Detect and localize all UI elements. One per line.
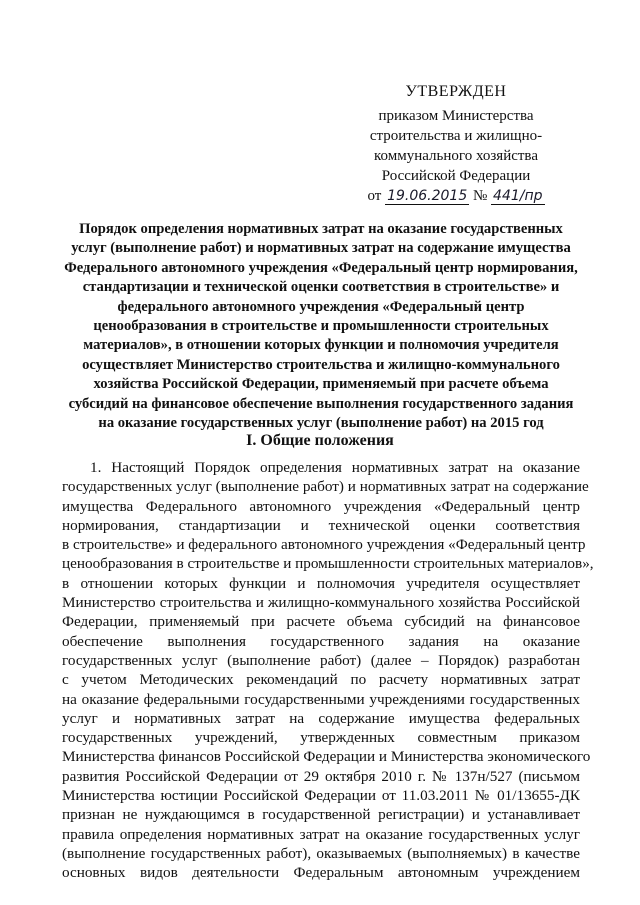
handwritten-order-date: 19.06.2015 <box>387 188 468 204</box>
approval-line: коммунального хозяйства <box>374 148 538 164</box>
order-prefix: от <box>367 188 382 204</box>
approval-stamp-block <box>356 82 556 206</box>
body-line: Министерство строительства и жилищно-коммунального хозяйства Российской <box>62 594 580 612</box>
title-line: федерального автономного учреждения «Федеральный центр <box>117 298 525 315</box>
body-line: 1. Настоящий Порядок определения нормативных затрат на оказание <box>90 459 580 476</box>
title-line: на оказание государственных услуг (выполнение работ) на 2015 год <box>98 415 544 432</box>
body-line: в строительстве» и федерального автономного учреждения «Федеральный центр <box>62 536 586 554</box>
body-line: услуг и нормативных затрат на содержание имущества федеральных <box>62 709 580 727</box>
title-line: субсидий на финансовое обеспечение выполнения государственного задания <box>68 395 574 412</box>
body-line: (выполнение государственных работ), оказываемых (выполняемых) в качестве <box>62 844 580 862</box>
body-line: основных видов деятельности Федеральным автономным учреждением <box>62 864 580 882</box>
title-line: хозяйства Российской Федерации, применяемый при расчете объема <box>93 376 549 393</box>
title-line: Федерального автономного учреждения «Федеральный центр нормирования, <box>64 259 578 276</box>
approval-line: Российской Федерации <box>381 168 531 184</box>
title-line: стандартизации и технической оценки соответствия в строительстве» и <box>82 279 560 296</box>
body-line: обеспечение выполнения государственного задания на оказание <box>62 632 580 650</box>
title-line: осуществляет Министерство строительства и жилищно-коммунального <box>82 356 560 373</box>
body-line: нормирования, стандартизации и технической оценки соответствия <box>62 516 580 534</box>
body-line: государственных учреждений, утвержденных совместным приказом <box>62 729 580 747</box>
body-line: признан не нуждающимся в государственной регистрации) и устанавливает <box>62 806 580 824</box>
order-reference <box>356 186 556 206</box>
body-line: правила определения нормативных затрат на оказание государственных услуг <box>62 825 580 843</box>
title-line: ценообразования в строительстве и промышленности строительных <box>93 318 549 335</box>
body-line: на оказание федеральными государственными учреждениями государственных <box>62 690 580 708</box>
title-line: материалов», в отношении которых функции и полномочия учредителя <box>83 337 559 354</box>
body-paragraph <box>62 458 594 883</box>
body-line: имущества Федерального автономного учреждения «Федеральный центр <box>62 497 580 515</box>
approval-heading: УТВЕРЖДЕН <box>405 83 507 100</box>
body-line: Министерства юстиции Российской Федерации от 11.03.2011 № 01/13655-ДК <box>62 787 580 805</box>
body-line: Министерства финансов Российской Федерации и Министерства экономического <box>62 748 591 766</box>
body-line: государственных услуг (выполнение работ) (далее – Порядок) разработан <box>62 651 580 669</box>
approval-line: приказом Министерства <box>378 108 534 124</box>
title-line: услуг (выполнение работ) и нормативных затрат на содержание имущества <box>71 240 571 257</box>
order-number-label: № <box>472 188 488 204</box>
title-line: Порядок определения нормативных затрат на оказание государственных <box>79 221 563 237</box>
body-line: государственных услуг (выполнение работ) и нормативных затрат на содержание <box>62 478 589 496</box>
body-line: развития Российской Федерации от 29 октября 2010 г. № 137н/527 (письмом <box>62 767 580 785</box>
body-line: ценообразования в строительстве и промышленности строительных материалов», <box>62 555 594 573</box>
section-heading: I. Общие положения <box>246 432 394 449</box>
body-line: с учетом Методических рекомендаций по расчету нормативных затрат <box>62 671 580 689</box>
handwritten-order-number: 441/пр <box>493 188 543 204</box>
body-line: Федерации, применяемый при расчете объема субсидий на финансовое <box>62 613 580 631</box>
document-title <box>62 220 580 433</box>
body-line: в отношении которых функции и полномочия учредителя осуществляет <box>62 574 580 592</box>
approval-line: строительства и жилищно- <box>369 128 543 144</box>
